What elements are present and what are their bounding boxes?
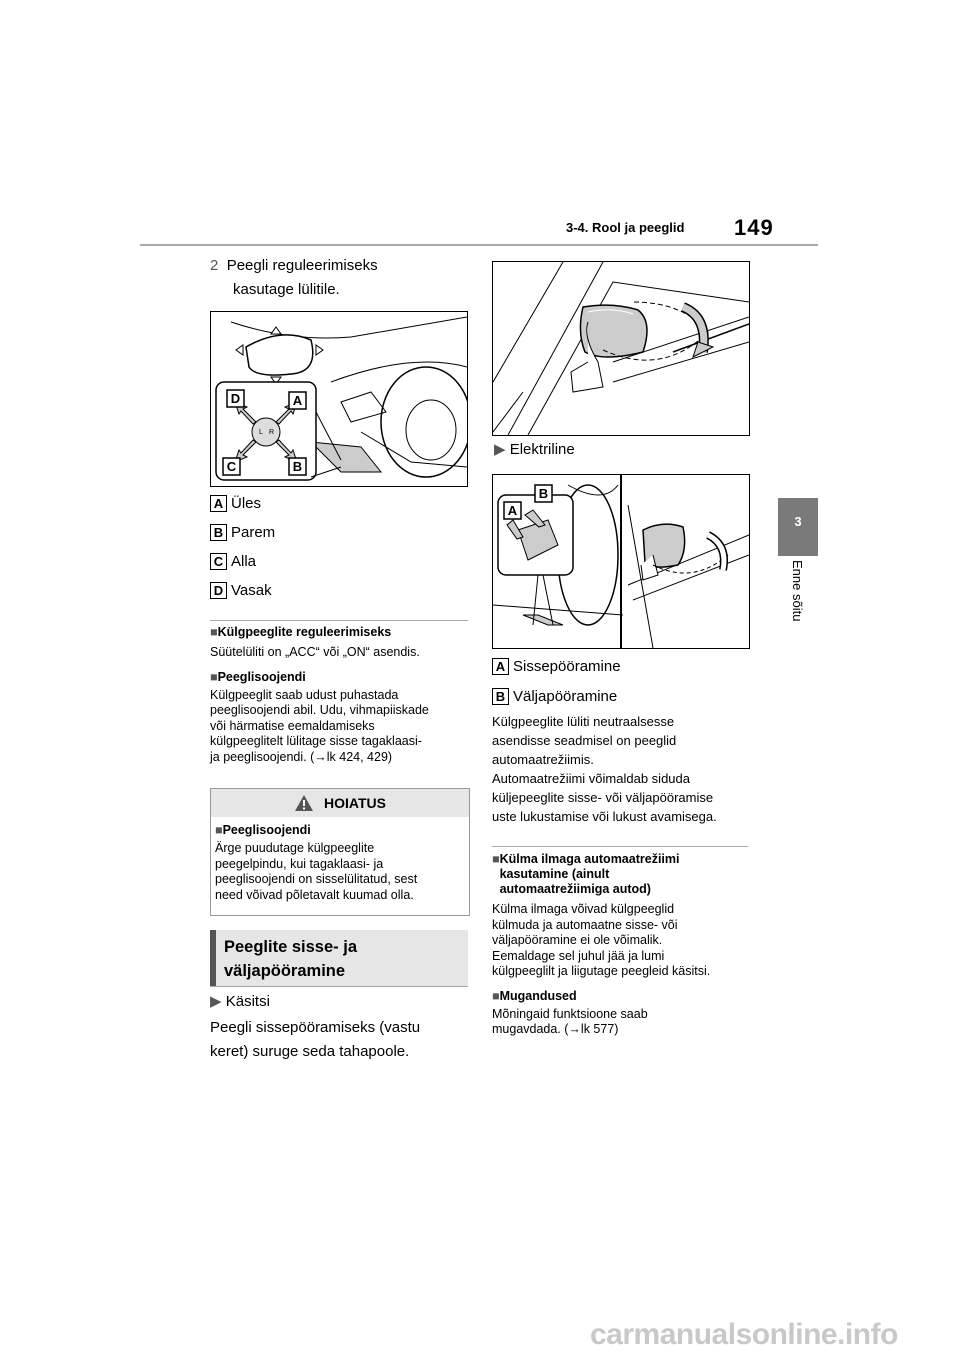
warning-icon [294,794,314,812]
legend-item-a [210,493,275,513]
warning-header [211,789,469,817]
legend-item-c [210,551,275,571]
fig1-label-a: A [292,393,303,408]
electric-label: Elektriline [509,441,575,458]
svg-text:L: L [259,429,263,436]
legend-1 [210,493,275,600]
electric-fold-illustration [493,475,749,648]
legend-text: Sissepööramine [513,657,621,675]
fig3-label-b: B [538,486,549,501]
note-heading: ■ Külma ilmaga automaatrežiimi kasutamine (ainult automaatrežiimiga autod) [492,852,680,896]
page-number: 149 [734,215,774,240]
note-line: väljapööramine ei ole võimalik. [492,933,663,947]
chapter-number: 3 [794,514,802,529]
legend-text: Väljapööramine [513,687,618,705]
legend-item-b [492,686,621,706]
warning-line: Ärge puudutage külgpeeglite [215,841,375,855]
note-line: peeglisoojendi abil. Udu, vihmapiiskade [210,703,429,717]
section-heading-line-1: Peeglite sisse- ja [224,938,357,956]
warning-line: need võivad põletavalt kuumad olla. [215,887,414,902]
manual-section [210,990,420,1064]
svg-text:R: R [269,429,275,436]
legend-2 [492,656,621,706]
manual-line-2: keret) suruge seda tahapoole. [210,1043,410,1060]
electric-fold-figure [492,474,750,649]
warning-line: peegelpindu, kui tagaklaasi- ja [215,856,384,871]
triangle-bullet-icon: ▶ [494,441,506,458]
fig1-label-d: D [230,391,241,406]
warning-line: peeglisoojendi on sisselülitatud, sest [215,872,418,886]
section-rule [210,986,468,987]
note-line: külgpeeglitelt lülitage sisse tagaklaasi- [210,734,422,748]
footer-watermark[interactable]: carmanualsonline.info [590,1318,898,1351]
chapter-title: Enne sõitu [790,560,805,622]
legend-key: B [492,688,509,705]
note-paragraph [210,688,470,766]
warning-box [210,788,470,916]
mirror-switch-figure [210,311,468,487]
manual-line-1: Peegli sissepööramiseks (vastu [210,1019,421,1036]
text-line: asendisse seadmisel on peeglid [492,733,677,748]
warning-subheading: ■Peeglisoojendi [215,823,311,837]
legend-text: Üles [231,494,262,512]
note-line: Külgpeeglit saab udust puhastada [210,687,399,702]
note-line: külgpeeglilt ja liigutage peegleid käsitsi. [492,964,711,978]
fig3-label-a: A [507,503,518,518]
text-line: automaatrežiimis. [492,752,594,767]
text-line: Automaatrežiimi võimaldab siduda [492,771,690,786]
legend-key: B [210,524,227,541]
legend-text: Parem [231,523,276,541]
electric-section [494,438,575,462]
note-heading: ■Peeglisoojendi [210,669,306,684]
warning-body [211,817,469,903]
legend-text: Alla [231,552,257,570]
text-line: Külgpeeglite lüliti neutraalsesse [492,714,675,729]
warning-title: HOIATUS [324,795,386,811]
note-line: Eemaldage sel juhul jää ja lumi [492,948,665,963]
legend-item-d [210,580,275,600]
section-title: 3-4. Rool ja peeglid [566,220,685,235]
fig1-label-b: B [292,459,303,474]
triangle-bullet-icon: ▶ [210,993,222,1010]
fig1-label-c: C [226,459,237,474]
legend-key: A [492,658,509,675]
note-line: Külma ilmaga võivad külgpeeglid [492,902,675,916]
note-line: või härmatise eemaldamiseks [210,718,375,733]
manual-label-row [210,990,420,1014]
notes-rule-right [492,846,748,847]
legend-item-b [210,522,275,542]
manual-fold-illustration [493,262,749,435]
step-number: 2 [210,257,219,274]
note-paragraph [492,902,762,980]
note-text: Süütelüliti on „ACC“ või „ON“ asendis. [210,645,420,659]
note-heading: ■Mugandused [492,988,577,1003]
note-paragraph [492,1007,762,1038]
section-heading-line-2: väljapööramine [224,962,346,980]
note-line: mugavdada. (→lk 577) [492,1022,619,1036]
legend-text: Vasak [231,581,272,599]
section-heading [210,930,468,986]
note-line: Mõningaid funktsioone saab [492,1006,648,1021]
note-heading: ■Külgpeeglite reguleerimiseks [210,625,392,639]
manual-label: Käsitsi [225,993,270,1010]
notes-right [492,852,762,1038]
notes-rule-left [210,620,468,621]
note-line: külmuda ja automaatne sisse- või [492,917,678,932]
text-line: uste lukustamise või lukust avamisega. [492,809,717,824]
mirror-switch-illustration [211,312,467,486]
step-line-1: Peegli reguleerimiseks [226,257,378,274]
warning-paragraph [215,841,465,903]
legend-key: C [210,553,227,570]
chapter-tab [778,498,818,556]
header-rule [140,244,818,246]
legend-key: A [210,495,227,512]
auto-mode-text [492,712,762,826]
legend-item-a [492,656,621,676]
text-line: küljepeeglite sisse- või väljapööramise [492,790,714,805]
step-line-2: kasutage lülitile. [233,281,340,298]
note-line: ja peeglisoojendi. (→lk 424, 429) [210,749,393,764]
legend-key: D [210,582,227,599]
manual-fold-figure [492,261,750,436]
step-2 [210,254,378,302]
notes-left [210,625,470,765]
